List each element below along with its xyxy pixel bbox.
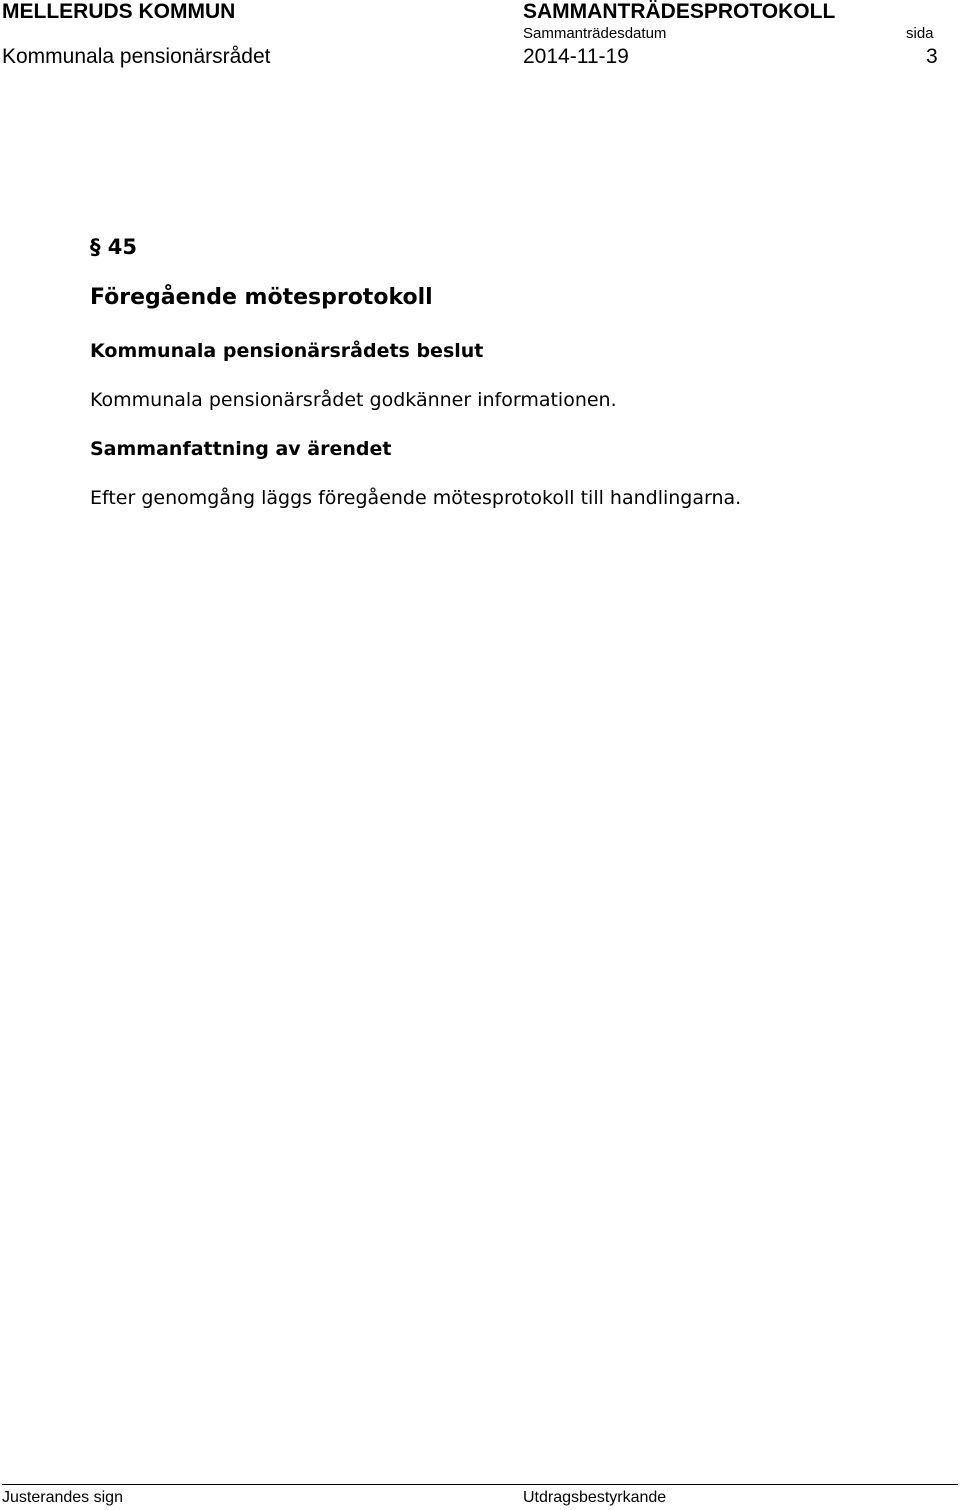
summary-heading: Sammanfattning av ärendet: [90, 438, 392, 460]
organization-name: MELLERUDS KOMMUN: [2, 0, 236, 23]
footer-divider: [2, 1484, 958, 1485]
document-type: SAMMANTRÄDESPROTOKOLL: [523, 0, 836, 23]
summary-text: Efter genomgång läggs föregående mötesprotokoll till handlingarna.: [90, 487, 742, 509]
page-number: 3: [926, 45, 938, 68]
meeting-date: 2014-11-19: [523, 45, 629, 68]
footer-signature-label: Justerandes sign: [2, 1489, 123, 1506]
footer-certification-label: Utdragsbestyrkande: [523, 1489, 667, 1506]
decision-text: Kommunala pensionärsrådet godkänner informationen.: [90, 389, 617, 411]
section-title: Föregående mötesprotokoll: [90, 285, 433, 310]
decision-heading: Kommunala pensionärsrådets beslut: [90, 340, 484, 362]
section-number: § 45: [90, 235, 138, 259]
body-name: Kommunala pensionärsrådet: [2, 45, 271, 68]
page-label: sida: [906, 25, 934, 42]
meeting-date-label: Sammanträdesdatum: [523, 25, 667, 42]
